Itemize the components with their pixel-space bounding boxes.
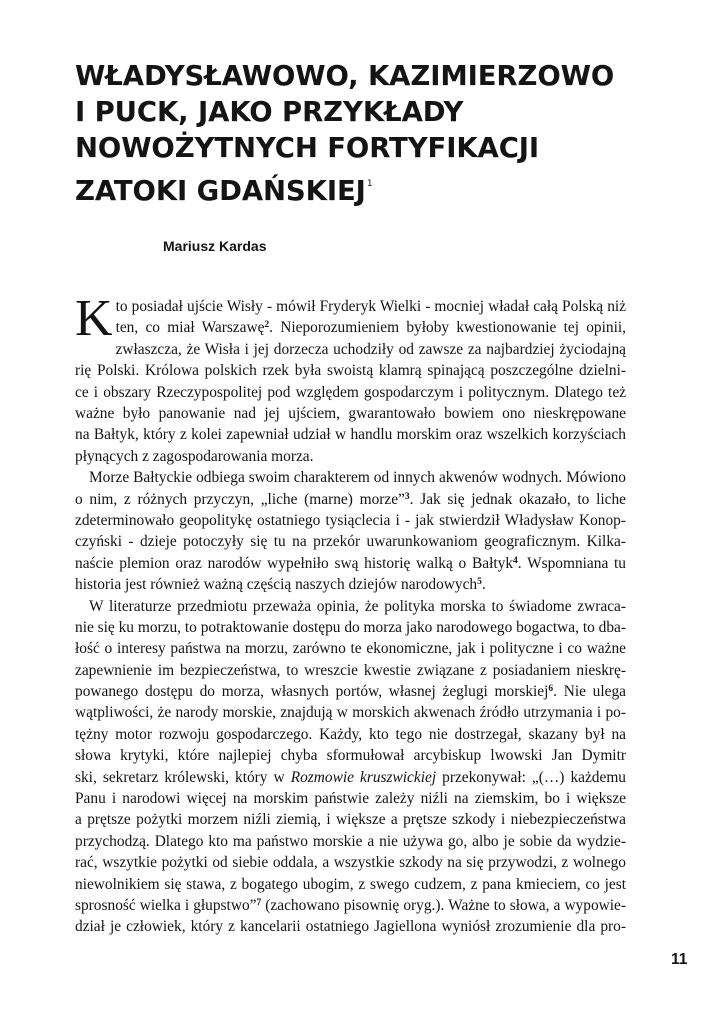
text-line: na Bałtyk, który z kolei zapewniał udział w handlu morskim oraz wszelkich korzyściach	[75, 426, 626, 444]
footnote-ref: 6	[548, 684, 554, 695]
author-name: Mariusz Kardas	[163, 238, 267, 254]
footnote-ref: 7	[256, 897, 262, 908]
text-line: historia jest również ważną częścią naszych dziejów narodowych$^5$.	[75, 576, 486, 594]
text-line: zdeterminowało geopolitykę ostatniego tysiąclecia i - jak stwierdził Władysław Konop-	[75, 511, 626, 529]
text-line: a prętsze pożytki morzem niźli ziemią, i większe a prętsze szkody i niebezpieczeństwa	[75, 811, 626, 829]
text-line: ważne było panowanie nad jej ujściem, gwarantowało bowiem ono nieskrępowane	[75, 404, 626, 422]
text-line: powanego dostępu do morza, własnych portów, własnej żeglugi morskiej$^6$. Nie ulega	[75, 683, 626, 701]
text-line: tężny motor rozwoju gospodarczego. Każdy, kto tego nie dostrzegał, skazany był na	[75, 725, 626, 743]
page-number: 11	[671, 951, 688, 968]
text-line: W literaturze przedmiotu przeważa opinia, że polityka morska to świadome zwraca-	[89, 597, 626, 615]
article-title	[75, 58, 655, 209]
text-line: ten, co miał Warszawę$^2$. Nieporozumieniem byłoby kwestionowanie tej opinii,	[115, 319, 626, 337]
text-line: to posiadał ujście Wisły - mówił Fryderyk Wielki - mocniej władał całą Polską niż	[115, 298, 626, 315]
text-line: rać, wszytkie pożytki od siebie oddala, a wszystkie szkody na się przywodzi, z wolnego	[75, 854, 626, 872]
footnote-ref: 5	[477, 577, 482, 588]
text-line: nie się ku morzu, to potraktowanie dostępu do morza jako narodowego bogactwa, to dba-	[75, 618, 626, 636]
text-line: sprosność wielka i głupstwo”$^7$ (zachowano pisownię oryg.). Ważne to słowa, a wypowie-	[75, 896, 626, 914]
text-line: łość o interesy państwa na morzu, zarówno te ekonomiczne, jak i polityczne i co ważne	[75, 640, 626, 658]
title-line-text: ZATOKI GDAŃSKIEJ	[75, 175, 366, 207]
text-line: rię Polski. Królowa polskich rzek była swoistą klamrą spinającą poszczególne dzielni-	[75, 362, 626, 380]
footnote-ref: 3	[404, 491, 410, 502]
text-line: przychodzą. Dlatego kto ma państwo morskie a nie używa go, albo je sobie da wydzie-	[75, 832, 626, 850]
text-line: o nim, z różnych przyczyn, „liche (marne) morze”$^3$. Jak się jednak okazało, to liche	[75, 490, 626, 508]
text-line: płynących z zagospodarowania morza.	[75, 447, 314, 465]
text-line: czyński - dzieje potoczyły się tu na przekór uwarunkowaniom geograficznym. Kilka-	[75, 533, 626, 551]
text-line: zapewnienie im bezpieczeństwa, to wreszcie kwestie związane z posiadaniem nieskrę-	[75, 661, 626, 679]
title-line	[75, 166, 655, 209]
text-line: Morze Bałtyckie odbiega swoim charakterem od innych akwenów wodnych. Mówiono	[89, 469, 626, 487]
text-line: ce i obszary Rzeczypospolitej pod względem gospodarczym i politycznym. Dlatego też	[75, 383, 626, 401]
footnote-ref: 2	[264, 320, 270, 331]
article-body	[75, 290, 626, 938]
text-line: dział je człowiek, który z kancelarii ostatniego Jagiellona wyniósł zrozumienie dla pro-	[75, 918, 626, 936]
text-line: naście plemion oraz narodów wypełniło swą historię walką o Bałtyk$^4$. Wspomniana tu	[75, 554, 626, 572]
text-line: wątpliwości, że narody morskie, znajdują w morskich akwenach źródło utrzymania i po-	[75, 704, 626, 722]
title-line: I PUCK, JAKO PRZYKŁADY	[75, 96, 464, 128]
text-line: niewolnikiem się stawa, z bogatego ubogim, z swego cudzem, z pana kmieciem, co jest	[75, 875, 626, 893]
text-line: Panu i narodowi więcej na morskim państwie zależy niźli na ziemskim, bo i większe	[75, 790, 626, 808]
text-line: zwłaszcza, że Wisła i jej dorzecza uchodziły od zawsze za najbardziej życiodajną	[115, 340, 626, 358]
title-line: WŁADYSŁAWOWO, KAZIMIERZOWO	[75, 60, 615, 92]
text-line: słowa krytyki, które najlepiej chyba sformułował arcybiskup lwowski Jan Dymitr	[75, 747, 626, 765]
title-footnote-ref: 1	[366, 179, 373, 189]
footnote-ref: 4	[513, 555, 518, 566]
drop-cap: K	[75, 290, 113, 347]
title-line: NOWOŻYTNYCH FORTYFIKACJI	[75, 132, 540, 164]
text-line: ski, sekretarz królewski, który w Rozmowie kruszwickiej przekonywał: „(…) każdemu	[75, 768, 626, 786]
italic-title: Rozmowie kruszwickiej	[290, 768, 437, 786]
